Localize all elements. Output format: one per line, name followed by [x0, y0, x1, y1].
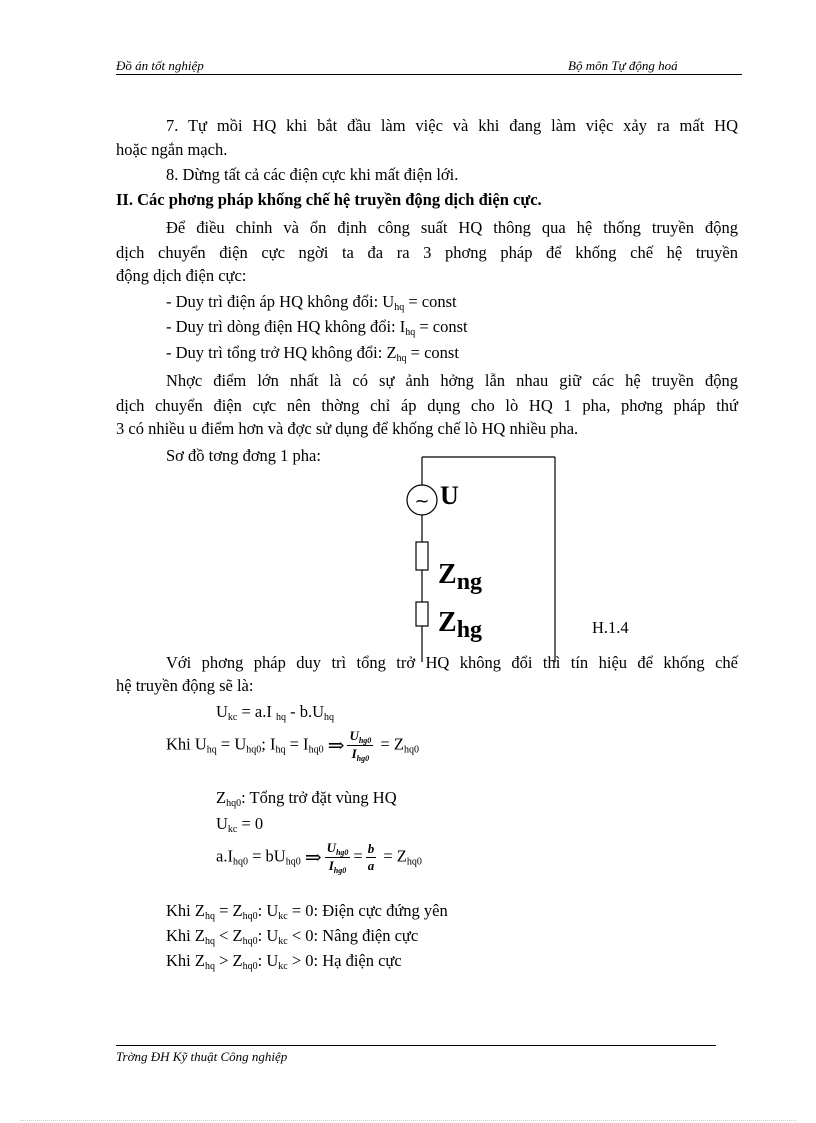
header-left: Đồ án tốt nghiệp [116, 58, 204, 73]
zhg-label: Zhg [438, 607, 483, 643]
figure-label: H.1.4 [592, 618, 629, 637]
item-7-line2: hoặc ngắn mạch. [116, 140, 228, 159]
bullet-current: - Duy trì dòng điện HQ không đổi: $I_{hq}$ = const [166, 317, 468, 338]
source-u-label: U [440, 481, 459, 510]
bullet-voltage: - Duy trì điện áp HQ không đổi: $U_{hq}$ = const [166, 292, 457, 313]
para1-line2: dịch chuyển điện cực ngời ta đa ra 3 phơng pháp để khống chế hệ truyền [116, 243, 738, 262]
resistor-zhg [416, 602, 428, 626]
implies-arrow: ⇒ [327, 735, 345, 757]
case-greater: Khi $Z_{hq} > Z_{hq0}$: $U_{kc} > 0$: Hạ điện cực [166, 951, 402, 972]
fraction-b-over-a: $\frac{b}{a}$ [367, 841, 375, 873]
circuit-diagram [400, 452, 580, 672]
schema-label: Sơ đồ tơng đơng 1 pha: [166, 446, 321, 465]
para2-line3: 3 có nhiều u điểm hơn và đợc sử dụng để khống chế lò HQ nhiều pha. [116, 419, 579, 438]
para2-line2: dịch chuyển điện cực nên thờng chỉ áp dụng cho lò HQ 1 pha, phơng pháp thứ [116, 396, 738, 415]
para3-line1: Với phơng pháp duy trì tổng trở HQ không đổi thì tín hiệu để khống chế [166, 653, 738, 672]
para3-line2: hệ truyền động sẽ là: [116, 676, 254, 695]
resistor-zng [416, 542, 428, 570]
para2-line1: Nhợc điểm lớn nhất là có sự ảnh hởng lẫn nhau giữ các hệ truyền động [166, 371, 738, 390]
para1-line3: động dịch điện cực: [116, 266, 247, 285]
page-bottom-edge [20, 1120, 796, 1121]
fraction-u-over-i: $\frac{U_{hg0}}{I_{hg0}}$ [349, 728, 372, 763]
zhq0-definition: $Z_{hq0}$: Tổng trở đặt vùng HQ [216, 788, 397, 809]
header-right: Bộ môn Tự động hoá [568, 58, 678, 73]
zng-label: Zng [438, 559, 483, 595]
equation-balance: $a.I_{hq0} = bU_{hq0}$ ⇒ $\frac{U_{hg0}}{I_{hg0}}$ = $\frac{b}{a}$ = $Z_{hq0}$ [216, 840, 422, 875]
para1-line1: Để điều chỉnh và ổn định công suất HQ thông qua hệ thống truyền động [166, 218, 738, 237]
bullet-impedance: - Duy trì tổng trở HQ không đổi: $Z_{hq}$ = const [166, 343, 459, 364]
header-rule [116, 74, 742, 75]
ac-source-symbol: ~ [414, 491, 430, 512]
equation-ukc: $U_{kc} = a.I$ $_{hq} - b.U_{hq}$ [216, 702, 335, 723]
item-7-line1: 7. Tự mồi HQ khi bắt đầu làm việc và khi đang làm việc xảy ra mất HQ [166, 116, 738, 135]
footer-rule [116, 1045, 716, 1046]
case-less: Khi $Z_{hq} < Z_{hq0}$: $U_{kc} < 0$: Nâng điện cực [166, 926, 419, 947]
ukc-zero: $U_{kc} = 0$ [216, 814, 264, 835]
equation-khi-u: Khi $U_{hq} = U_{hq0}$; $I_{hq} = I_{hq0}$ ⇒ $\frac{U_{hg0}}{I_{hg0}}$ = $Z_{hq0}$ [166, 728, 419, 763]
footer-text: Trờng ĐH Kỹ thuật Công nghiệp [116, 1049, 288, 1064]
item-8: 8. Dừng tất cả các điện cực khi mất điện lới. [166, 165, 459, 184]
case-equal: Khi $Z_{hq} = Z_{hq0}$: $U_{kc} = 0$: Điện cực đứng yên [166, 901, 448, 922]
fraction-u-over-i-2: $\frac{U_{hg0}}{I_{hg0}}$ [326, 840, 349, 875]
section-heading: II. Các phơng pháp khống chế hệ truyền động dịch điện cực. [116, 190, 542, 209]
